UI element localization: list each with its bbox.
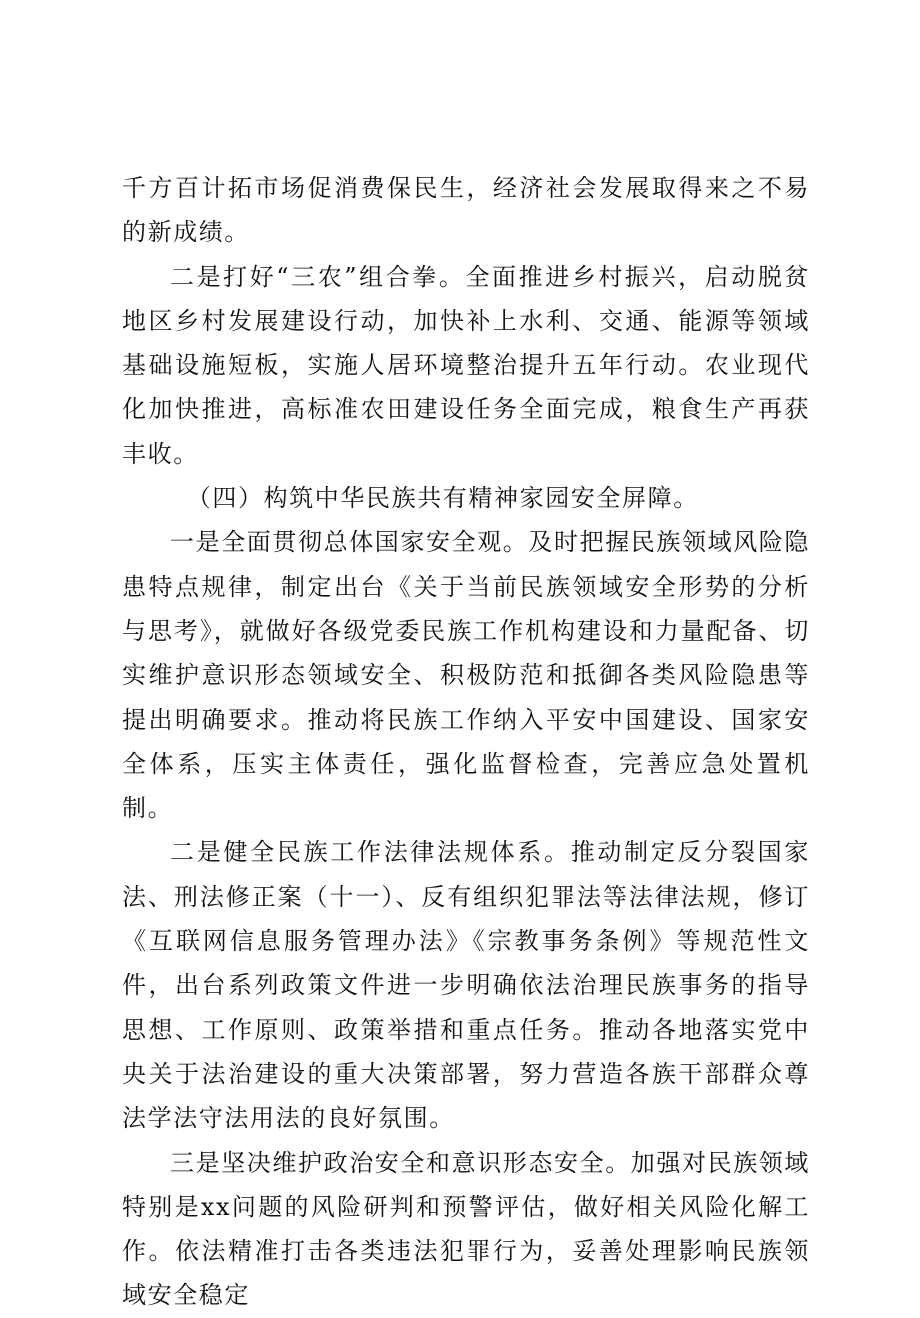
paragraph-national-security: 一是全面贯彻总体国家安全观。及时把握民族领域风险隐患特点规律，制定出台《关于当前民族领域安全形势的分析与思考》，就做好各级党委民族工作机构建设和力量配备、切实维护意识形态领域安全、积极防范和抵御各类风险隐患等提出明确要求。推动将民族工作纳入平安中国建设、国家安全体系，压实主体责任，强化监督检查，完善应急处置机制。 [122, 528, 810, 823]
paragraph-political-security: 三是坚决维护政治安全和意识形态安全。加强对民族领域特别是xx问题的风险研判和预警评估，做好相关风险化解工作。依法精准打击各类违法犯罪行为，妥善处理影响民族领域安全稳定 [122, 1148, 810, 1310]
paragraph-legal-system: 二是健全民族工作法律法规体系。推动制定反分裂国家法、刑法修正案（十一）、反有组织犯罪法等法律法规，修订《互联网信息服务管理办法》《宗教事务条例》等规范性文件，出台系列政策文件进一步明确依法治理民族事务的指导思想、工作原则、政策举措和重点任务。推动各地落实党中央关于法治建设的重大决策部署，努力营造各族干部群众尊法学法守法用法的良好氛围。 [122, 838, 810, 1133]
paragraph-continuation: 千方百计拓市场促消费保民生，经济社会发展取得来之不易的新成绩。 [122, 174, 810, 247]
paragraph-agriculture: 二是打好“三农”组合拳。全面推进乡村振兴，启动脱贫地区乡村发展建设行动，加快补上水利、交通、能源等领域基础设施短板，实施人居环境整治提升五年行动。农业现代化加快推进，高标准农田建设任务全面完成，粮食生产再获丰收。 [122, 262, 810, 468]
section-heading-four: （四）构筑中华民族共有精神家园安全屏障。 [186, 484, 699, 513]
document-body [122, 166, 810, 1318]
